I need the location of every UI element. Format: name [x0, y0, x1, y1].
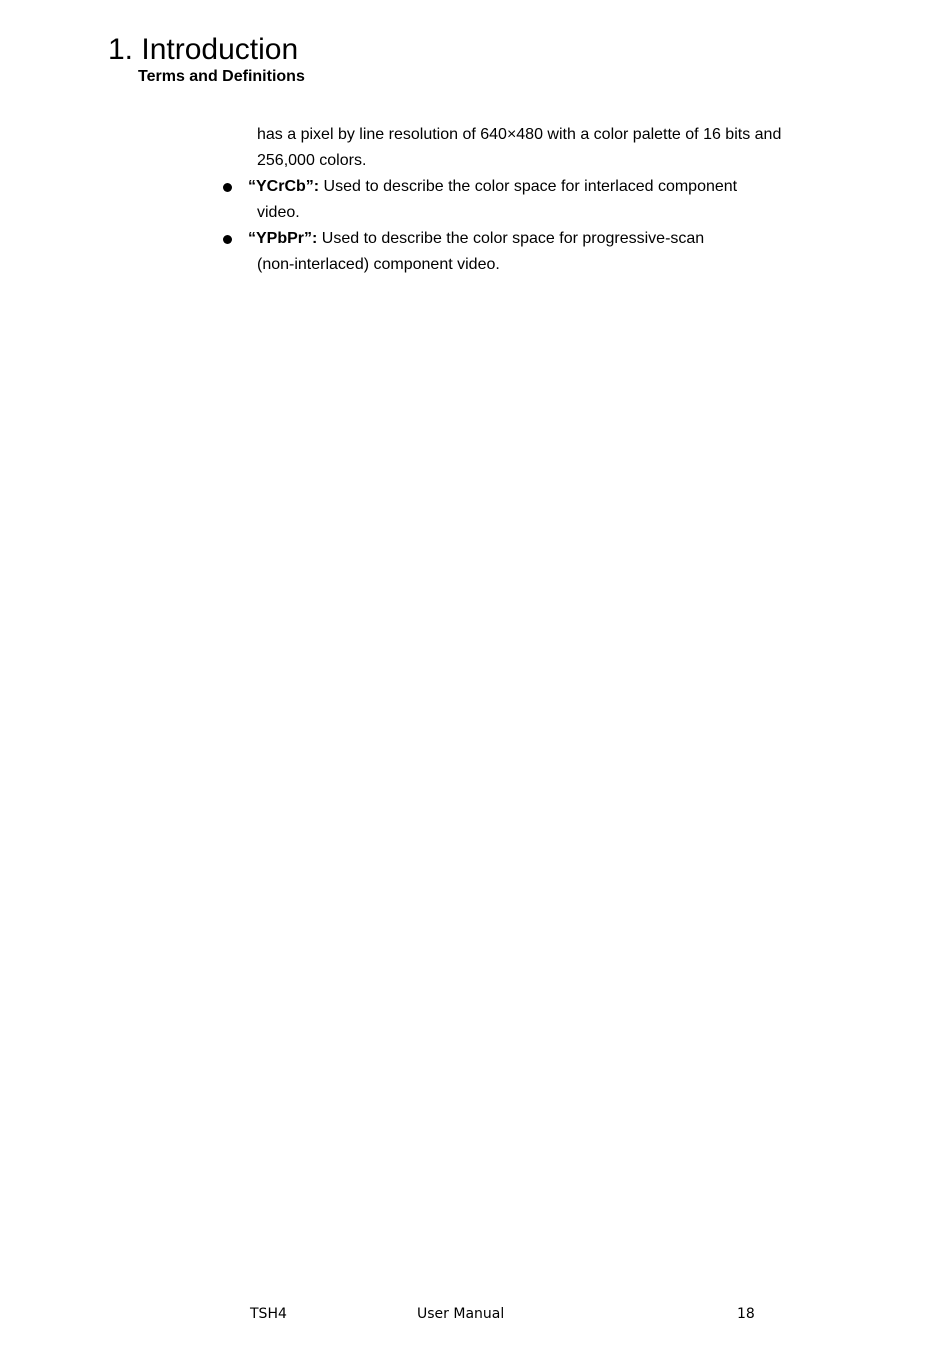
term-definition-continued: video.: [257, 204, 300, 221]
term-list: [220, 174, 820, 278]
term-definition: Used to describe the color space for progressive-scan: [317, 230, 705, 247]
definitions-body: [220, 122, 820, 278]
list-item: [220, 226, 820, 278]
term-name: “YCrCb”:: [248, 178, 320, 195]
footer-title: User Manual: [417, 1306, 505, 1322]
chapter-title: 1. Introduction: [108, 33, 299, 66]
footer-model: TSH4: [250, 1306, 287, 1322]
list-item: [220, 174, 820, 226]
bullet-icon: [223, 235, 232, 244]
continuation-paragraph: has a pixel by line resolution of 640×480 with a color palette of 16 bits and 256,000 colors.: [257, 126, 782, 169]
term-definition: Used to describe the color space for interlaced component: [319, 178, 738, 195]
section-title: Terms and Definitions: [138, 68, 305, 85]
term-name: “YPbPr”:: [248, 230, 318, 247]
term-definition-continued: (non-interlaced) component video.: [257, 256, 500, 273]
page-number: 18: [737, 1306, 755, 1322]
bullet-icon: [223, 183, 232, 192]
